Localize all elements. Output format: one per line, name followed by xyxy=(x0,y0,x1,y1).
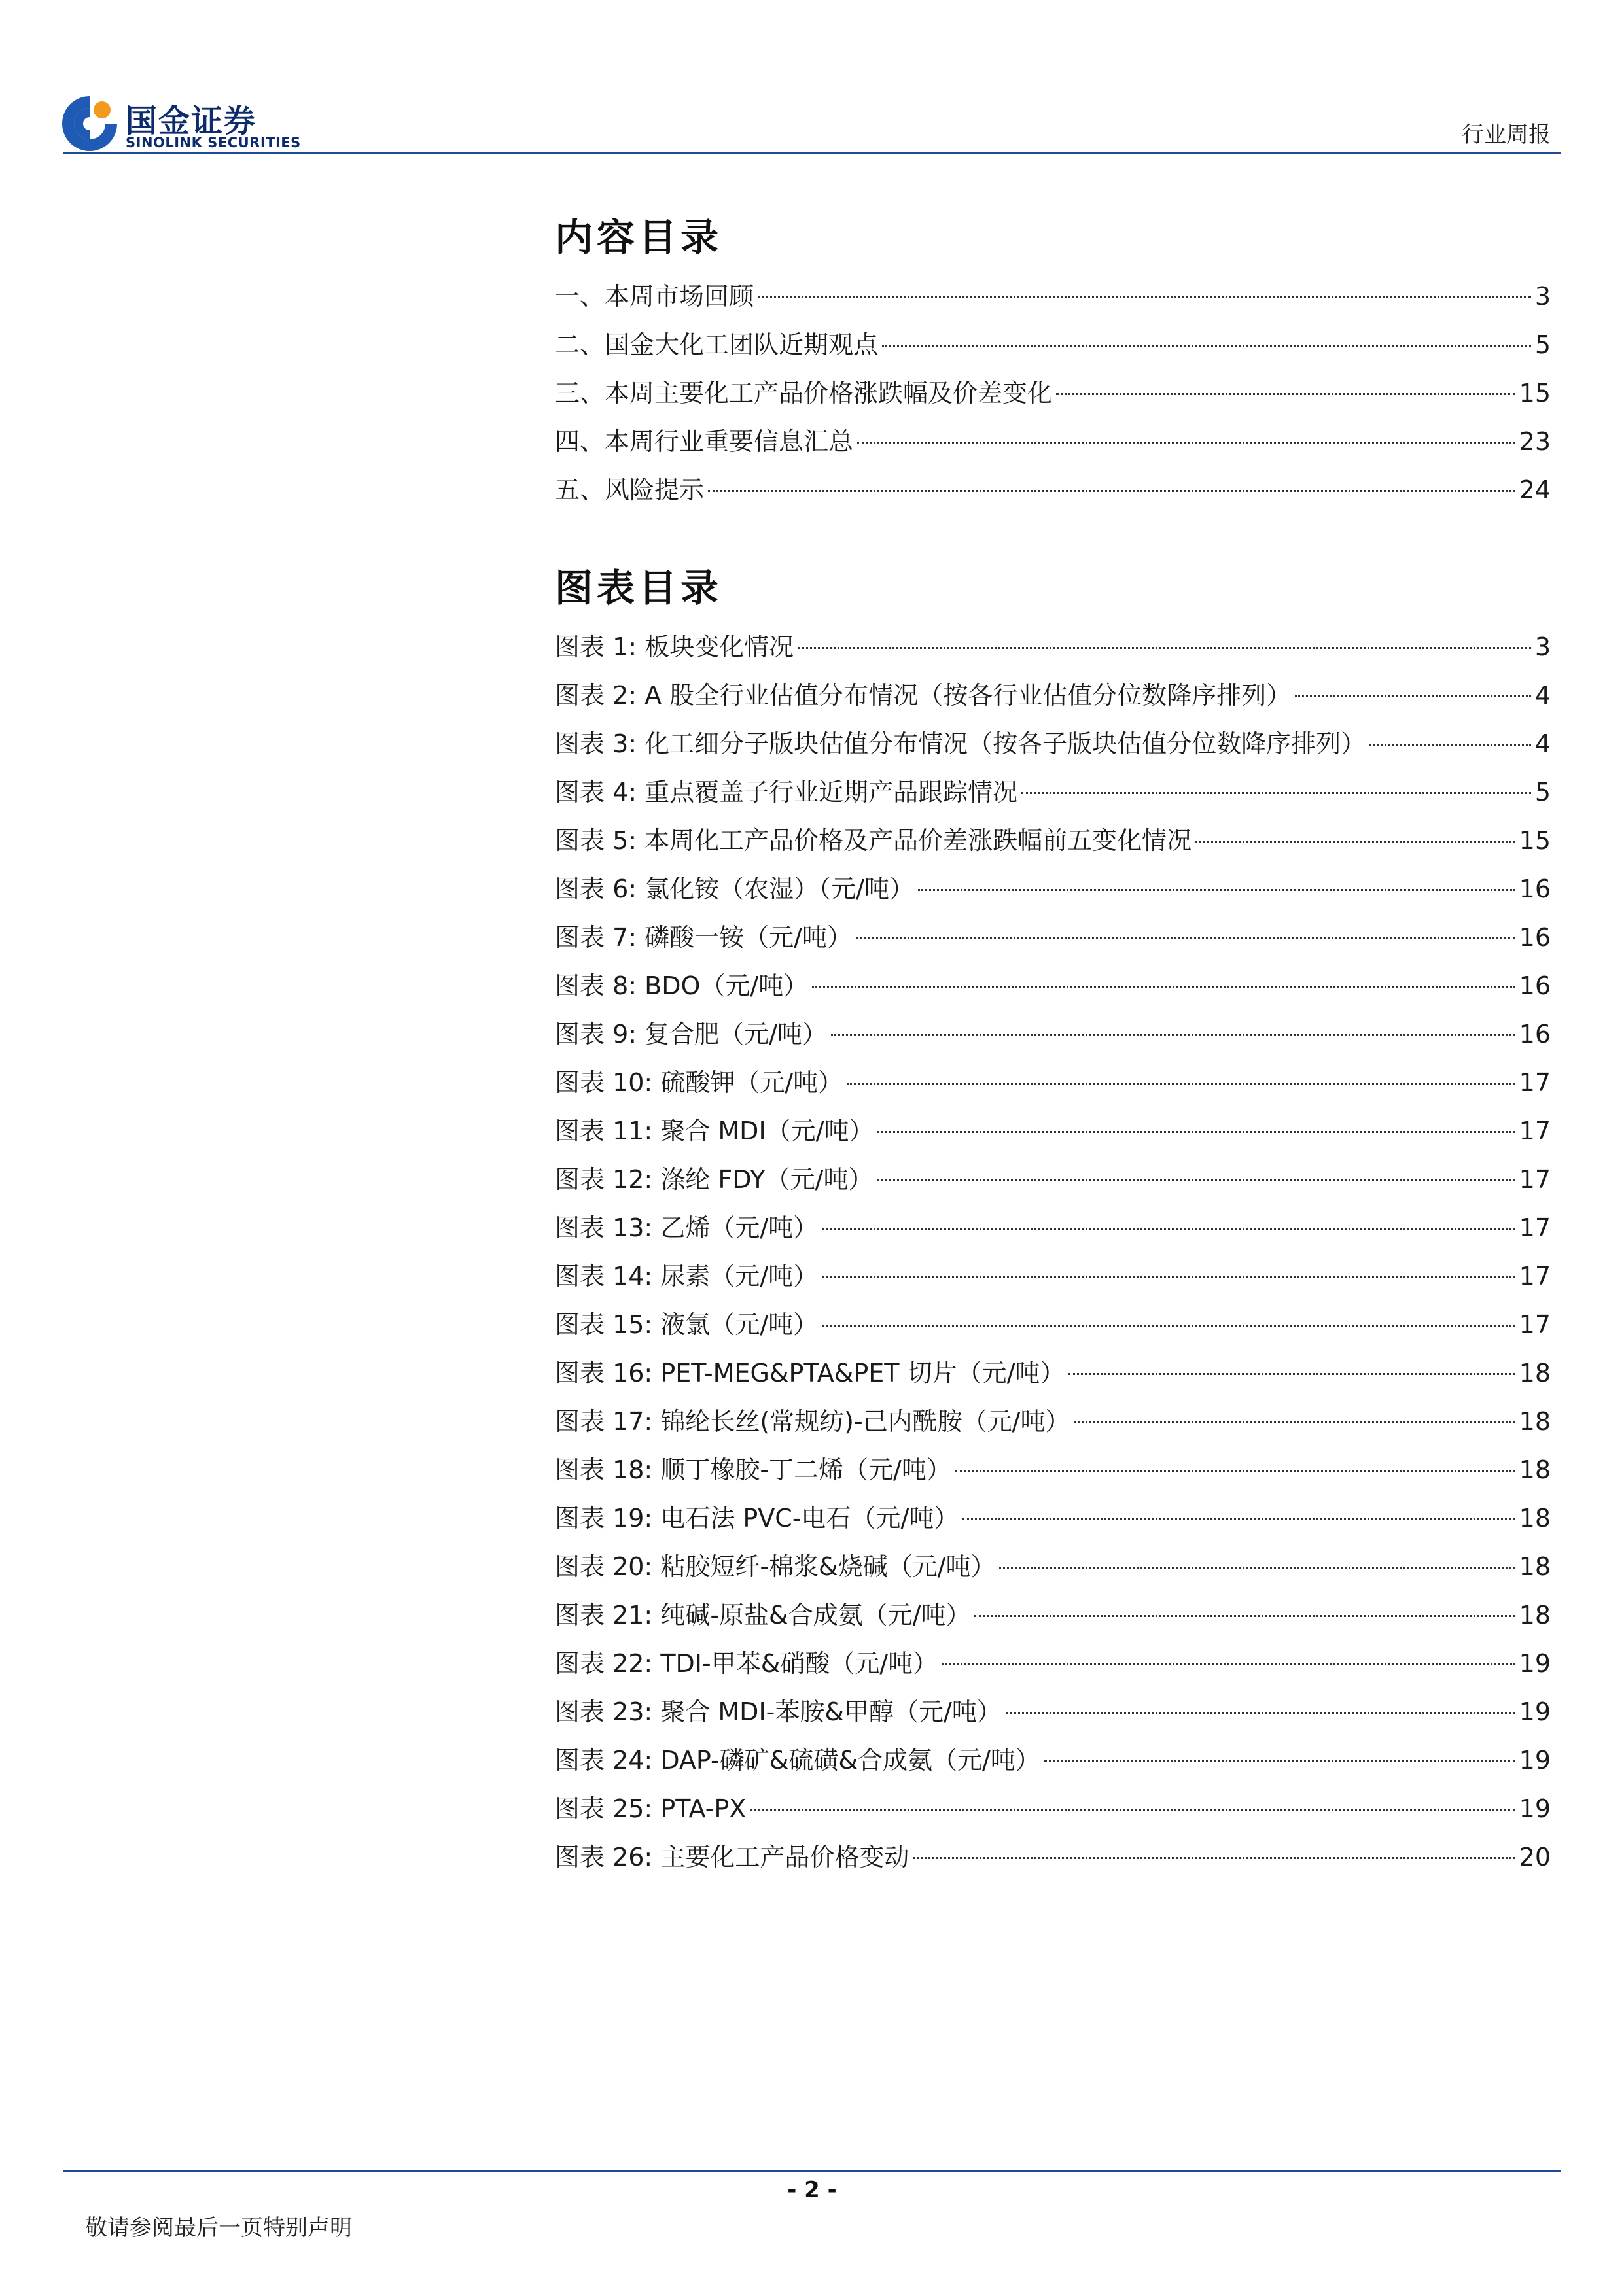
dot-leader xyxy=(1295,695,1531,697)
toc-entry-label: 图表 24: DAP-磷矿&硫磺&合成氨（元/吨） xyxy=(555,1746,1040,1775)
toc-entry-label: 图表 25: PTA-PX xyxy=(555,1794,747,1823)
toc-entry-label: 三、本周主要化工产品价格涨跌幅及价差变化 xyxy=(555,379,1053,408)
toc-entry-page-number: 16 xyxy=(1519,923,1551,952)
toc-entry-label: 二、国金大化工团队近期观点 xyxy=(555,330,879,359)
toc-entry-page-number: 18 xyxy=(1519,1552,1551,1581)
toc-entry-label: 图表 22: TDI-甲苯&硝酸（元/吨） xyxy=(555,1649,938,1678)
toc-entry-page-number: 18 xyxy=(1519,1407,1551,1436)
dot-leader xyxy=(1021,792,1531,794)
toc-entry[interactable] xyxy=(555,417,1551,466)
dot-leader xyxy=(877,1179,1515,1181)
dot-leader xyxy=(882,345,1531,347)
toc-entry-page-number: 16 xyxy=(1519,971,1551,1000)
figures-toc xyxy=(555,564,1551,1881)
toc-entry-page-number: 19 xyxy=(1519,1746,1551,1775)
figure-entry[interactable] xyxy=(555,1833,1551,1881)
dot-leader xyxy=(1068,1373,1515,1375)
toc-entry-page-number: 15 xyxy=(1519,826,1551,855)
toc-entry-page-number: 3 xyxy=(1534,282,1551,311)
figure-entry[interactable] xyxy=(555,1058,1551,1107)
toc-entry-label: 图表 18: 顺丁橡胶-丁二烯（元/吨） xyxy=(555,1455,951,1484)
dot-leader xyxy=(1369,744,1531,746)
dot-leader xyxy=(708,490,1515,492)
contents-toc xyxy=(555,213,1551,514)
toc-entry-page-number: 16 xyxy=(1519,875,1551,903)
toc-entry-page-number: 18 xyxy=(1519,1504,1551,1533)
toc-entry-label: 图表 4: 重点覆盖子行业近期产品跟踪情况 xyxy=(555,778,1018,807)
toc-entry-page-number: 19 xyxy=(1519,1649,1551,1678)
toc-entry[interactable] xyxy=(555,369,1551,417)
dot-leader xyxy=(913,1857,1515,1859)
toc-entry-label: 图表 7: 磷酸一铵（元/吨） xyxy=(555,923,852,952)
contents-list xyxy=(555,272,1551,514)
figure-entry[interactable] xyxy=(555,1784,1551,1833)
dot-leader xyxy=(822,1276,1515,1278)
toc-entry-page-number: 20 xyxy=(1519,1843,1551,1871)
toc-entry-page-number: 19 xyxy=(1519,1697,1551,1726)
toc-entry-label: 图表 8: BDO（元/吨） xyxy=(555,971,809,1000)
header-divider xyxy=(63,152,1561,154)
figure-entry[interactable] xyxy=(555,768,1551,816)
dot-leader xyxy=(1056,393,1515,395)
dot-leader xyxy=(856,937,1515,939)
figure-entry[interactable] xyxy=(555,816,1551,865)
dot-leader xyxy=(831,1034,1515,1036)
dot-leader xyxy=(942,1663,1515,1665)
figure-entry[interactable] xyxy=(555,671,1551,720)
toc-entry-label: 图表 10: 硫酸钾（元/吨） xyxy=(555,1068,843,1097)
toc-entry-page-number: 17 xyxy=(1519,1165,1551,1194)
figure-entry[interactable] xyxy=(555,1446,1551,1494)
toc-entry-label: 图表 5: 本周化工产品价格及产品价差涨跌幅前五变化情况 xyxy=(555,826,1192,855)
toc-entry-label: 图表 23: 聚合 MDI-苯胺&甲醇（元/吨） xyxy=(555,1697,1002,1726)
figure-entry[interactable] xyxy=(555,962,1551,1010)
toc-entry-page-number: 17 xyxy=(1519,1310,1551,1339)
figure-entry[interactable] xyxy=(555,1591,1551,1639)
dot-leader xyxy=(822,1325,1515,1327)
sinolink-logo-icon xyxy=(60,94,119,153)
dot-leader xyxy=(877,1131,1515,1133)
disclaimer-text: 敬请参阅最后一页特别声明 xyxy=(85,2215,352,2241)
toc-entry-page-number: 17 xyxy=(1519,1068,1551,1097)
toc-entry-label: 图表 6: 氯化铵（农湿）（元/吨） xyxy=(555,875,914,903)
toc-entry-label: 图表 3: 化工细分子版块估值分布情况（按各子版块估值分位数降序排列） xyxy=(555,729,1366,758)
dot-leader xyxy=(1195,841,1515,843)
dot-leader xyxy=(822,1228,1515,1230)
dot-leader xyxy=(857,442,1515,444)
figure-entry[interactable] xyxy=(555,1397,1551,1446)
dot-leader xyxy=(812,986,1515,988)
toc-entry-label: 四、本周行业重要信息汇总 xyxy=(555,427,854,456)
dot-leader xyxy=(758,296,1531,298)
dot-leader xyxy=(750,1809,1515,1811)
toc-entry-page-number: 24 xyxy=(1519,476,1551,504)
figure-entry[interactable] xyxy=(555,865,1551,913)
toc-entry-label: 图表 17: 锦纶长丝(常规纺)-己内酰胺（元/吨） xyxy=(555,1407,1070,1436)
toc-entry-page-number: 19 xyxy=(1519,1794,1551,1823)
page-number: - 2 - xyxy=(787,2177,837,2203)
toc-entry-label: 图表 19: 电石法 PVC-电石（元/吨） xyxy=(555,1504,959,1533)
figure-entry[interactable] xyxy=(555,1494,1551,1542)
figure-entry[interactable] xyxy=(555,1300,1551,1349)
toc-entry-page-number: 17 xyxy=(1519,1117,1551,1145)
dot-leader xyxy=(999,1567,1515,1569)
toc-entry-page-number: 15 xyxy=(1519,379,1551,408)
figure-entry[interactable] xyxy=(555,1252,1551,1300)
toc-entry-page-number: 3 xyxy=(1534,633,1551,661)
toc-entry-page-number: 18 xyxy=(1519,1455,1551,1484)
toc-entry-page-number: 17 xyxy=(1519,1213,1551,1242)
contents-title: 内容目录 xyxy=(555,215,723,260)
dot-leader xyxy=(798,647,1531,649)
figure-entry[interactable] xyxy=(555,1688,1551,1736)
toc-entry-label: 图表 11: 聚合 MDI（元/吨） xyxy=(555,1117,874,1145)
figure-entry[interactable] xyxy=(555,1155,1551,1204)
toc-entry-label: 图表 16: PET-MEG&PTA&PET 切片（元/吨） xyxy=(555,1359,1065,1387)
dot-leader xyxy=(1006,1712,1515,1714)
toc-entry-label: 图表 14: 尿素（元/吨） xyxy=(555,1262,819,1291)
figure-entry[interactable] xyxy=(555,623,1551,671)
toc-entry-page-number: 4 xyxy=(1534,729,1551,758)
dot-leader xyxy=(918,889,1515,891)
figure-entry[interactable] xyxy=(555,1542,1551,1591)
dot-leader xyxy=(1044,1760,1515,1762)
figure-entry[interactable] xyxy=(555,1349,1551,1397)
toc-entry-label: 图表 13: 乙烯（元/吨） xyxy=(555,1213,819,1242)
toc-entry-label: 图表 21: 纯碱-原盐&合成氨（元/吨） xyxy=(555,1601,971,1629)
toc-entry-page-number: 4 xyxy=(1534,681,1551,710)
dot-leader xyxy=(847,1083,1515,1085)
report-type-label: 行业周报 xyxy=(1462,122,1551,148)
figure-entry[interactable] xyxy=(555,913,1551,962)
toc-entry-label: 图表 9: 复合肥（元/吨） xyxy=(555,1020,827,1049)
toc-entry-page-number: 17 xyxy=(1519,1262,1551,1291)
toc-entry[interactable] xyxy=(555,321,1551,369)
figures-list xyxy=(555,623,1551,1881)
toc-entry-page-number: 18 xyxy=(1519,1601,1551,1629)
toc-entry-label: 图表 20: 粘胶短纤-棉浆&烧碱（元/吨） xyxy=(555,1552,996,1581)
toc-entry-label: 图表 1: 板块变化情况 xyxy=(555,633,794,661)
toc-entry-label: 图表 26: 主要化工产品价格变动 xyxy=(555,1843,909,1871)
toc-entry-label: 图表 15: 液氯（元/吨） xyxy=(555,1310,819,1339)
toc-entry-page-number: 18 xyxy=(1519,1359,1551,1387)
toc-entry[interactable] xyxy=(555,466,1551,514)
toc-entry[interactable] xyxy=(555,272,1551,321)
dot-leader xyxy=(962,1518,1515,1520)
dot-leader xyxy=(955,1470,1515,1472)
figures-title: 图表目录 xyxy=(555,566,723,610)
dot-leader xyxy=(974,1615,1515,1617)
toc-entry-page-number: 5 xyxy=(1534,330,1551,359)
toc-entry-page-number: 5 xyxy=(1534,778,1551,807)
toc-entry-label: 五、风险提示 xyxy=(555,476,705,504)
figure-entry[interactable] xyxy=(555,1736,1551,1784)
figure-entry[interactable] xyxy=(555,1639,1551,1688)
toc-entry-label: 一、本周市场回顾 xyxy=(555,282,754,311)
logo-english-name: SINOLINK SECURITIES xyxy=(126,135,301,150)
toc-entry-page-number: 23 xyxy=(1519,427,1551,456)
toc-entry-label: 图表 12: 涤纶 FDY（元/吨） xyxy=(555,1165,874,1194)
figure-entry[interactable] xyxy=(555,720,1551,768)
toc-entry-page-number: 16 xyxy=(1519,1020,1551,1049)
footer-divider xyxy=(63,2170,1561,2172)
figure-entry[interactable] xyxy=(555,1204,1551,1252)
toc-entry-label: 图表 2: A 股全行业估值分布情况（按各行业估值分位数降序排列） xyxy=(555,681,1292,710)
company-logo xyxy=(60,92,335,157)
logo-chinese-name: 国金证券 xyxy=(126,103,257,139)
figure-entry[interactable] xyxy=(555,1107,1551,1155)
figure-entry[interactable] xyxy=(555,1010,1551,1058)
dot-leader xyxy=(1074,1421,1515,1423)
